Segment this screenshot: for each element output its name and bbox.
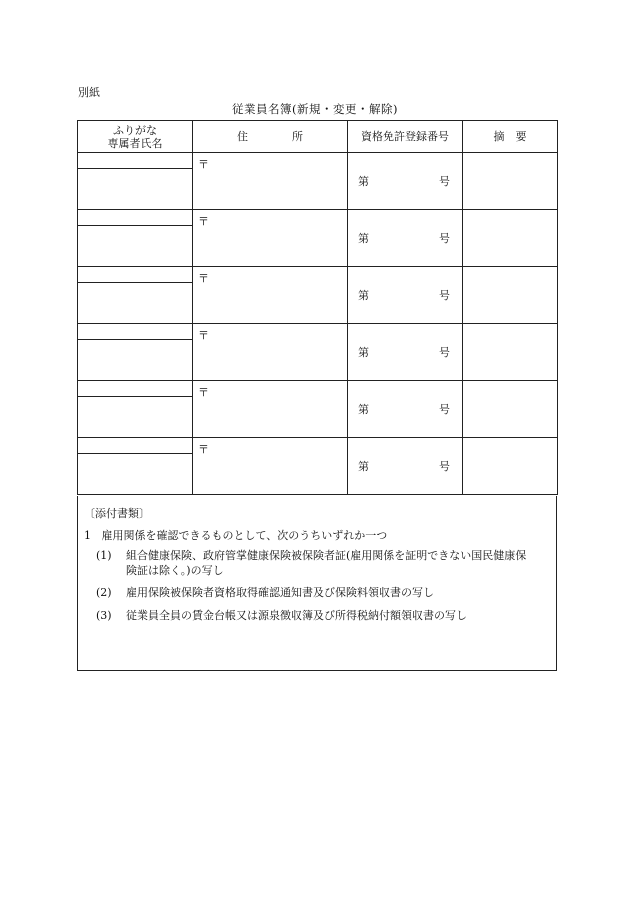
- employee-roster-table: [77, 120, 558, 495]
- header-license-number: 資格免許登録番号: [348, 121, 463, 153]
- license-number-cell: [348, 153, 463, 210]
- address-cell: [193, 210, 348, 267]
- license-prefix: 第: [358, 289, 369, 302]
- name-cell: [78, 324, 193, 381]
- address-cell: [193, 381, 348, 438]
- note-cell: [463, 381, 558, 438]
- name-cell: [78, 210, 193, 267]
- header-employee-name: 専属者氏名: [107, 136, 163, 150]
- address-cell: [193, 438, 348, 495]
- license-prefix: 第: [358, 232, 369, 245]
- license-number-cell: [348, 438, 463, 495]
- license-suffix: 号: [439, 346, 450, 359]
- table-row: [78, 210, 558, 267]
- name-cell: [78, 267, 193, 324]
- attachments-heading: 〔添付書類〕: [84, 507, 150, 520]
- document-title: 従業員名簿(新規・変更・解除): [232, 102, 398, 116]
- note-cell: [463, 267, 558, 324]
- table-row: [78, 324, 558, 381]
- note-cell: [463, 324, 558, 381]
- license-number-cell: [348, 381, 463, 438]
- header-address: 住 所: [193, 121, 348, 153]
- furigana-field: [78, 267, 192, 283]
- name-cell: [78, 153, 193, 210]
- address-cell: [193, 324, 348, 381]
- license-number-cell: [348, 267, 463, 324]
- attachment-item-text: 組合健康保険、政府管掌健康保険被保険者証(雇用関係を証明できない国民健康保険証は除く。)の写し: [126, 549, 527, 577]
- license-suffix: 号: [439, 232, 450, 245]
- name-cell: [78, 381, 193, 438]
- postal-mark: 〒: [198, 329, 209, 342]
- attachment-item-text: 従業員全員の賃金台帳又は源泉徴収簿及び所得税納付額領収書の写し: [126, 609, 467, 622]
- license-number-cell: [348, 210, 463, 267]
- attachments-main-text: 雇用関係を確認できるものとして、次のうちいずれか一つ: [101, 529, 388, 542]
- furigana-field: [78, 324, 192, 340]
- license-prefix: 第: [358, 403, 369, 416]
- license-prefix: 第: [358, 460, 369, 473]
- postal-mark: 〒: [198, 272, 209, 285]
- furigana-field: [78, 381, 192, 397]
- furigana-field: [78, 153, 192, 169]
- attachments-main-item: [84, 527, 387, 543]
- license-suffix: 号: [439, 403, 450, 416]
- note-cell: [463, 210, 558, 267]
- attachments-section: [77, 496, 557, 671]
- table-row: [78, 381, 558, 438]
- name-cell: [78, 438, 193, 495]
- attachments-main-number: 1: [84, 529, 91, 542]
- table-header-row: [78, 121, 558, 153]
- postal-mark: 〒: [198, 386, 209, 399]
- postal-mark: 〒: [198, 215, 209, 228]
- license-prefix: 第: [358, 346, 369, 359]
- attachment-item-number: (2): [96, 586, 112, 599]
- address-cell: [193, 267, 348, 324]
- header-name: [78, 121, 193, 153]
- attachment-item-text: 雇用保険被保険者資格取得確認通知書及び保険料領収書の写し: [126, 586, 434, 599]
- license-suffix: 号: [439, 175, 450, 188]
- address-cell: [193, 153, 348, 210]
- license-suffix: 号: [439, 289, 450, 302]
- note-cell: [463, 438, 558, 495]
- table-row: [78, 153, 558, 210]
- license-number-cell: [348, 324, 463, 381]
- attachment-item-3: [96, 608, 536, 623]
- license-prefix: 第: [358, 175, 369, 188]
- note-cell: [463, 153, 558, 210]
- attachment-item-1: [96, 548, 536, 578]
- license-suffix: 号: [439, 460, 450, 473]
- postal-mark: 〒: [198, 158, 209, 171]
- header-furigana: ふりがな: [113, 123, 157, 137]
- attachment-item-number: (1): [96, 549, 112, 562]
- table-row: [78, 267, 558, 324]
- table-row: [78, 438, 558, 495]
- attachment-item-2: [96, 585, 536, 600]
- attachment-label: 別紙: [78, 86, 100, 99]
- attachment-item-number: (3): [96, 609, 112, 622]
- furigana-field: [78, 438, 192, 454]
- postal-mark: 〒: [198, 443, 209, 456]
- header-note: 摘 要: [463, 121, 558, 153]
- furigana-field: [78, 210, 192, 226]
